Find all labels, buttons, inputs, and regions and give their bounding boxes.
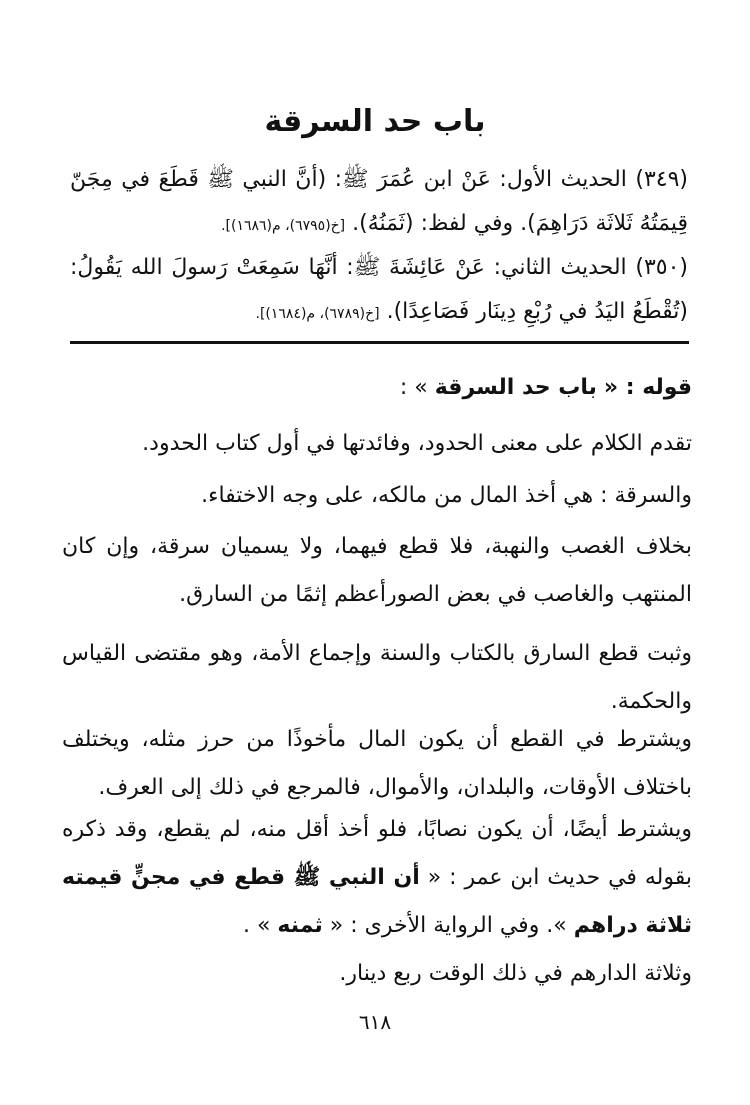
commentary-paragraph-4: وثبت قطع السارق بالكتاب والسنة وإجماع الأمة، وهو مقتضى القياس والحكمة. <box>62 641 692 714</box>
commentary-intro <box>62 364 692 412</box>
commentary-paragraph-6 <box>62 806 692 950</box>
page-number: ٦١٨ <box>358 1010 392 1034</box>
commentary-paragraph-1: تقدم الكلام على معنى الحدود، وفائدتها في أول كتاب الحدود. <box>142 431 692 456</box>
commentary-paragraph-3: بخلاف الغصب والنهبة، فلا قطع فيهما، ولا يسميان سرقة، وإن كان المنتهب والغاصب في بعض الصورأعظم إثمًا من السارق. <box>62 534 692 607</box>
hadith-350-reference: [خ(٦٧٨٩)، م(١٦٨٤)]. <box>255 306 380 322</box>
commentary-paragraph-7: وثلاثة الدارهم في ذلك الوقت ربع دينار. <box>339 961 692 986</box>
paragraph-6-part-a: ويشترط أيضًا، أن يكون نصابًا، فلو أخذ أقل منه، لم يقطع، وقد ذكره بقوله في حديث ابن عمر : « <box>62 817 692 890</box>
intro-chapter-name: باب حد السرقة <box>434 375 597 400</box>
paragraph-6-part-c: ». وفي الرواية الأخرى : « <box>329 913 567 938</box>
hadith-349-text: (٣٤٩) الحديث الأول: عَنْ ابن عُمَرَ ﷺ: (أنَّ النبي ﷺ قَطَعَ في مِجَنّ قِيمَتُهُ ثَلاثَة دَرَاهِمَ). وفي لفظ: (ثَمَنُهُ). <box>70 167 688 236</box>
hadith-350-text: (٣٥٠) الحديث الثاني: عَنْ عَائِشَةَ ﷺ: أنَّهَا سَمِعَتْ رَسولَ الله يَقُولُ: (تُقْطَعُ اليَدُ في رُبْعِ دِينَار فَصَاعِدًا). <box>70 255 688 324</box>
intro-suffix: » : <box>399 375 428 400</box>
paragraph-6-variant-quote: ثمنه <box>277 913 323 938</box>
commentary-paragraph-2: والسرقة : هي أخذ المال من مالكه، على وجه الاختفاء. <box>201 483 692 508</box>
commentary-paragraph-5: ويشترط في القطع أن يكون المال مأخوذًا من حرز مثله، ويختلف باختلاف الأوقات، والبلدان، والأموال، فالمرجع في ذلك إلى العرف. <box>62 727 692 800</box>
paragraph-6-part-e: » . <box>242 913 271 938</box>
hadith-350 <box>70 246 688 336</box>
intro-prefix: قوله : « <box>603 375 692 400</box>
hadith-349-reference: [خ(٦٧٩٥)، م(١٦٨٦)]. <box>221 218 346 234</box>
section-divider <box>70 341 689 344</box>
chapter-title: باب حد السرقة <box>264 104 486 139</box>
paragraph-6-hadith-quote: أن النبي ﷺ قطع في مجنٍّ قيمته ثلاثة دراهم <box>62 865 692 938</box>
hadith-349 <box>70 158 688 248</box>
